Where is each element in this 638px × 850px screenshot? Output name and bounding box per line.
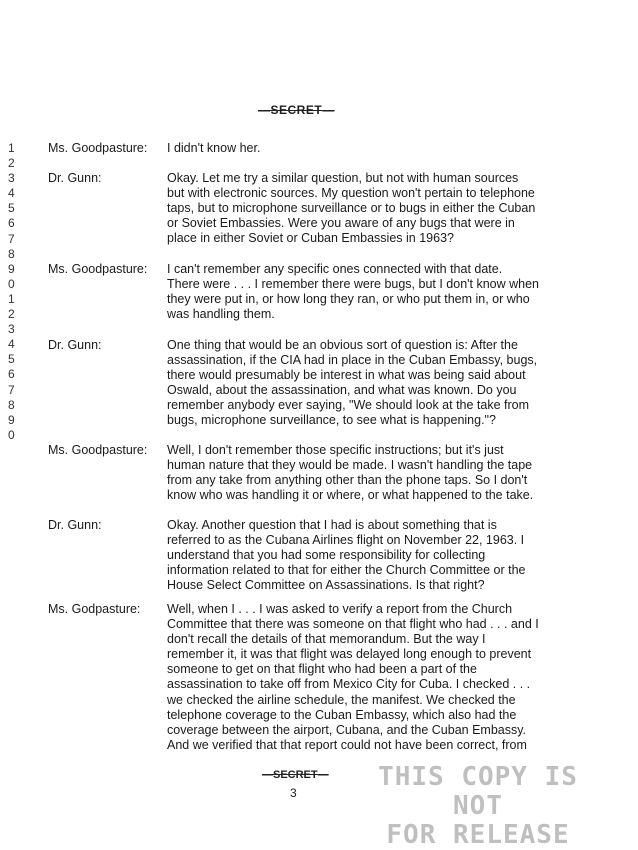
line-number: 6 — [8, 216, 15, 231]
line-number: 3 — [8, 171, 15, 186]
speech-line: One thing that would be an obvious sort of question is: After the — [167, 338, 518, 352]
speaker-label: Ms. Godpasture: — [48, 602, 141, 616]
speech-text — [167, 262, 587, 322]
speech-line: know who was handling it or where, or what happened to the take. — [167, 488, 534, 503]
speech-line: House Select Committee on Assassinations. Is that right? — [167, 578, 485, 593]
line-number: 8 — [8, 246, 15, 261]
speech-line: they were put in, or how long they ran, or who put them in, or who — [167, 292, 530, 307]
classification-footer: — SECRET — — [262, 769, 329, 781]
line-numbers — [8, 141, 15, 443]
speech-line: don't recall the details of that memorandum. But the way I — [167, 632, 486, 647]
speaker-label: Dr. Gunn: — [48, 518, 102, 532]
line-number: 2 — [8, 156, 15, 171]
line-number: 7 — [8, 231, 15, 246]
speech-line: coverage between the airport, Cubana, and the Cuban Embassy. — [167, 722, 527, 737]
line-number: 1 — [8, 141, 15, 155]
speech-line: there would presumably be interest in what was being said about — [167, 368, 526, 383]
page-number: 3 — [290, 786, 297, 800]
speech-line: was handling them. — [167, 307, 275, 322]
speech-line: I can't remember any specific ones connected with that date. — [167, 262, 503, 276]
speech-line: bugs, microphone surveillance, to see what is happening."? — [167, 413, 496, 428]
speech-line: Well, when I . . . I was asked to verify a report from the Church — [167, 602, 513, 616]
line-number: 0 — [8, 276, 15, 291]
line-number: 6 — [8, 367, 15, 382]
speech-line: assassination, if the CIA had in place in the Cuban Embassy, bugs, — [167, 353, 538, 368]
speech-line: Okay. Let me try a similar question, but not with human sources — [167, 171, 519, 185]
release-stamp — [378, 763, 578, 850]
speech-line: but with electronic sources. My question won't pertain to telephone — [167, 186, 535, 201]
line-number: 4 — [8, 186, 15, 201]
line-number: 8 — [8, 397, 15, 412]
line-number: 4 — [8, 337, 15, 352]
speech-line: information related to that for either the Church Committee or the — [167, 563, 526, 578]
speech-line: from any take from anything other than the phone taps. So I don't — [167, 473, 528, 488]
speech-line: Committee that there was someone on that flight who had . . . and I — [167, 617, 539, 632]
line-number: 5 — [8, 201, 15, 216]
line-number: 0 — [8, 427, 15, 442]
speech-text — [167, 338, 587, 429]
speech-line: we checked the airline schedule, the manifest. We checked the — [167, 692, 516, 707]
speaker-label: Ms. Goodpasture: — [48, 141, 148, 155]
speech-line: And we verified that that report could not have been correct, from — [167, 737, 527, 752]
line-number: 1 — [8, 291, 15, 306]
speech-text — [167, 518, 587, 593]
speech-text — [167, 602, 587, 753]
classification-header: — SECRET — — [258, 103, 335, 117]
speech-line: remember it, it was that flight was delayed long enough to prevent — [167, 647, 532, 662]
line-number: 7 — [8, 382, 15, 397]
line-number: 5 — [8, 352, 15, 367]
speech-line: Oswald, about the assassination, and what was known. Do you — [167, 383, 517, 398]
speaker-label: Ms. Goodpasture: — [48, 443, 148, 457]
release-stamp-line: THIS COPY IS NOT — [378, 762, 578, 821]
release-stamp-line: FOR RELEASE — [386, 820, 570, 850]
speech-line: telephone coverage to the Cuban Embassy, which also had the — [167, 707, 517, 722]
line-number: 9 — [8, 412, 15, 427]
speech-line: I didn't know her. — [167, 141, 261, 155]
speech-line: understand that you had some responsibility for collecting — [167, 548, 486, 563]
line-number: 3 — [8, 322, 15, 337]
speech-text — [167, 171, 587, 246]
speech-line: Well, I don't remember those specific instructions; but it's just — [167, 443, 504, 457]
speaker-label: Dr. Gunn: — [48, 171, 102, 185]
speaker-label: Ms. Goodpasture: — [48, 262, 148, 276]
speech-line: referred to as the Cubana Airlines flight on November 22, 1963. I — [167, 533, 525, 548]
speech-line: place in either Soviet or Cuban Embassies in 1963? — [167, 231, 454, 246]
speech-line: remember anybody ever saying, "We should look at the take from — [167, 398, 530, 413]
speech-line: There were . . . I remember there were bugs, but I don't know when — [167, 277, 540, 292]
speech-line: taps, but to microphone surveillance or to bugs in either the Cuban — [167, 201, 536, 216]
line-number: 2 — [8, 307, 15, 322]
speech-text — [167, 141, 587, 156]
speech-line: assassination to take off from Mexico City for Cuba. I checked . . . — [167, 677, 531, 692]
speech-line: someone to get on that flight who had been a part of the — [167, 662, 477, 677]
speech-line: or Soviet Embassies. Were you aware of any bugs that were in — [167, 216, 515, 231]
speaker-label: Dr. Gunn: — [48, 338, 102, 352]
line-number: 9 — [8, 261, 15, 276]
speech-line: Okay. Another question that I had is about something that is — [167, 518, 497, 532]
speech-line: human nature that they would be made. I wasn't handling the tape — [167, 458, 533, 473]
speech-text — [167, 443, 587, 503]
